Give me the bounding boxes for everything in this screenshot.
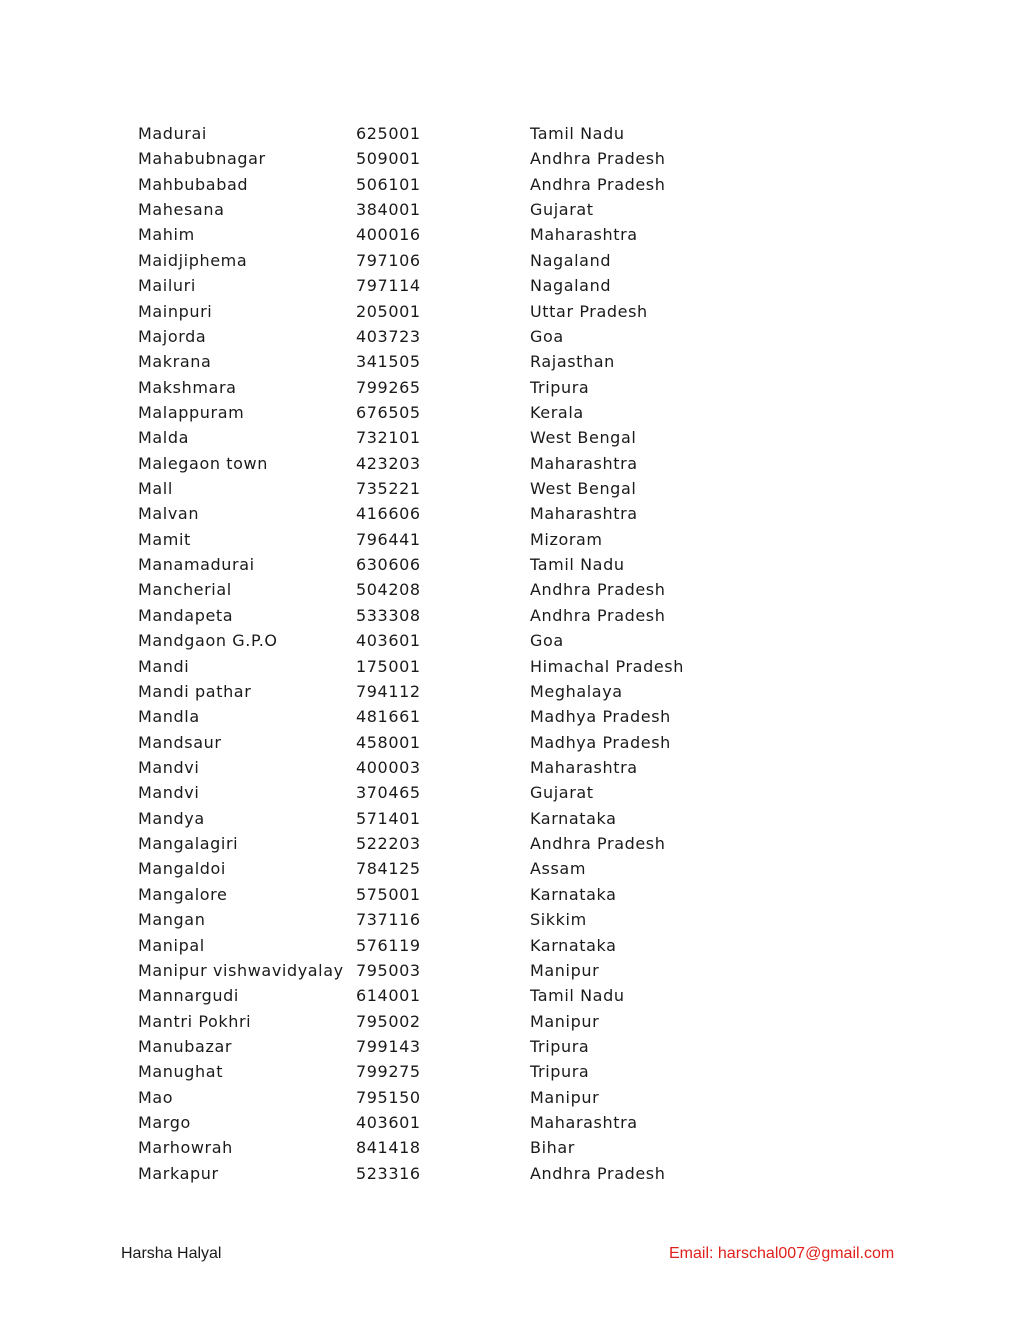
table-row (138, 324, 838, 349)
city-cell: Malda (138, 428, 190, 448)
city-cell: Mandapeta (138, 605, 234, 625)
city-cell: Mangalagiri (138, 834, 239, 854)
city-cell: Mailuri (138, 276, 196, 296)
city-cell: Mandgaon G.P.O (138, 631, 278, 651)
state-cell: Tripura (530, 1036, 590, 1056)
pincode-cell: 522203 (356, 834, 421, 854)
state-cell: Andhra Pradesh (530, 174, 666, 194)
pincode-cell: 799265 (356, 377, 421, 397)
pincode-cell: 630606 (356, 555, 421, 575)
state-cell: Karnataka (530, 808, 617, 828)
footer-email: Email: harschal007@gmail.com (669, 1245, 895, 1262)
table-row (138, 780, 838, 805)
city-cell: Mangaldoi (138, 859, 226, 879)
pincode-cell: 481661 (356, 707, 421, 727)
pincode-cell: 403601 (356, 1113, 421, 1133)
table-row (138, 1135, 838, 1160)
table-row (138, 577, 838, 602)
city-cell: Manamadurai (138, 555, 255, 575)
city-cell: Mangalore (138, 884, 228, 904)
state-cell: Uttar Pradesh (530, 301, 648, 321)
state-cell: Andhra Pradesh (530, 834, 666, 854)
state-cell: West Bengal (530, 428, 637, 448)
city-cell: Mangan (138, 910, 206, 930)
state-cell: Karnataka (530, 935, 617, 955)
state-cell: Tripura (530, 1062, 590, 1082)
pincode-cell: 614001 (356, 986, 421, 1006)
state-cell: Himachal Pradesh (530, 656, 684, 676)
state-cell: Manipur (530, 1011, 600, 1031)
pincode-cell: 400016 (356, 225, 421, 245)
table-row (138, 1110, 838, 1135)
state-cell: Assam (530, 859, 587, 879)
city-cell: Makshmara (138, 377, 237, 397)
state-cell: Maharashtra (530, 504, 638, 524)
table-row (138, 527, 838, 552)
table-row (138, 1059, 838, 1084)
state-cell: Manipur (530, 1087, 600, 1107)
state-cell: Maharashtra (530, 225, 638, 245)
pincode-cell: 796441 (356, 529, 421, 549)
state-cell: Madhya Pradesh (530, 732, 671, 752)
city-cell: Maidjiphema (138, 250, 248, 270)
table-row (138, 552, 838, 577)
table-row (138, 831, 838, 856)
city-cell: Madurai (138, 124, 207, 143)
pincode-cell: 795003 (356, 960, 421, 980)
table-row (138, 755, 838, 780)
pincode-cell: 795150 (356, 1087, 421, 1107)
city-cell: Manughat (138, 1062, 224, 1082)
pincode-cell: 400003 (356, 757, 421, 777)
state-cell: Nagaland (530, 276, 612, 296)
pincode-cell: 676505 (356, 402, 421, 422)
table-row (138, 907, 838, 932)
pincode-cell: 576119 (356, 935, 421, 955)
state-cell: Bihar (530, 1138, 575, 1158)
pincode-cell: 735221 (356, 479, 421, 499)
state-cell: Tamil Nadu (530, 986, 625, 1006)
state-cell: West Bengal (530, 479, 637, 499)
table-row (138, 933, 838, 958)
state-cell: Goa (530, 631, 564, 651)
table-row (138, 1034, 838, 1059)
state-cell: Maharashtra (530, 757, 638, 777)
city-cell: Malvan (138, 504, 200, 524)
table-row (138, 476, 838, 501)
table-row (138, 146, 838, 171)
city-cell: Manipur vishwavidyalay (138, 960, 344, 980)
table-row (138, 375, 838, 400)
state-cell: Andhra Pradesh (530, 605, 666, 625)
city-cell: Mandi (138, 656, 190, 676)
table-row (138, 704, 838, 729)
table-row (138, 121, 838, 146)
state-cell: Kerala (530, 402, 584, 422)
table-row (138, 222, 838, 247)
pincode-cell: 416606 (356, 504, 421, 524)
table-row (138, 273, 838, 298)
pincode-cell: 175001 (356, 656, 421, 676)
table-row (138, 1085, 838, 1110)
table-row (138, 983, 838, 1008)
pincode-cell: 370465 (356, 783, 421, 803)
table-row (138, 958, 838, 983)
pincode-cell: 799275 (356, 1062, 421, 1082)
state-cell: Gujarat (530, 783, 594, 803)
state-cell: Karnataka (530, 884, 617, 904)
table-row (138, 501, 838, 526)
state-cell: Nagaland (530, 250, 612, 270)
pincode-cell: 423203 (356, 453, 421, 473)
table-row (138, 882, 838, 907)
city-cell: Mahbubabad (138, 174, 249, 194)
city-cell: Marhowrah (138, 1138, 233, 1158)
pincode-cell: 737116 (356, 910, 421, 930)
state-cell: Rajasthan (530, 352, 615, 372)
city-cell: Manipal (138, 935, 205, 955)
city-cell: Mahesana (138, 200, 225, 220)
city-cell: Mantri Pokhri (138, 1011, 252, 1031)
state-cell: Andhra Pradesh (530, 580, 666, 600)
table-row (138, 451, 838, 476)
pincode-cell: 795002 (356, 1011, 421, 1031)
pincode-cell: 506101 (356, 174, 421, 194)
state-cell: Goa (530, 326, 564, 346)
pincode-table (138, 121, 838, 1186)
pincode-cell: 384001 (356, 200, 421, 220)
city-cell: Mandi pathar (138, 681, 252, 701)
state-cell: Tripura (530, 377, 590, 397)
table-row (138, 806, 838, 831)
city-cell: Mahim (138, 225, 195, 245)
city-cell: Mandla (138, 707, 200, 727)
pincode-cell: 504208 (356, 580, 421, 600)
city-cell: Majorda (138, 326, 207, 346)
city-cell: Margo (138, 1113, 191, 1133)
state-cell: Meghalaya (530, 681, 623, 701)
city-cell: Malappuram (138, 402, 245, 422)
city-cell: Manubazar (138, 1036, 233, 1056)
footer-author: Harsha Halyal (121, 1245, 222, 1262)
state-cell: Sikkim (530, 910, 587, 930)
table-row (138, 654, 838, 679)
city-cell: Mandsaur (138, 732, 222, 752)
table-row (138, 1009, 838, 1034)
state-cell: Maharashtra (530, 453, 638, 473)
state-cell: Tamil Nadu (530, 124, 625, 143)
pincode-cell: 341505 (356, 352, 421, 372)
table-row (138, 603, 838, 628)
pincode-cell: 797114 (356, 276, 421, 296)
city-cell: Mannargudi (138, 986, 239, 1006)
state-cell: Andhra Pradesh (530, 1163, 666, 1183)
pincode-cell: 625001 (356, 124, 421, 143)
table-row (138, 197, 838, 222)
pincode-cell: 799143 (356, 1036, 421, 1056)
state-cell: Andhra Pradesh (530, 149, 666, 169)
city-cell: Mandvi (138, 783, 200, 803)
table-row (138, 1161, 838, 1186)
city-cell: Mao (138, 1087, 174, 1107)
state-cell: Mizoram (530, 529, 603, 549)
table-row (138, 730, 838, 755)
state-cell: Manipur (530, 960, 600, 980)
table-row (138, 248, 838, 273)
pincode-cell: 533308 (356, 605, 421, 625)
city-cell: Mainpuri (138, 301, 213, 321)
city-cell: Mandya (138, 808, 205, 828)
state-cell: Gujarat (530, 200, 594, 220)
table-row (138, 299, 838, 324)
pincode-cell: 509001 (356, 149, 421, 169)
state-cell: Tamil Nadu (530, 555, 625, 575)
table-row (138, 425, 838, 450)
pincode-cell: 575001 (356, 884, 421, 904)
table-row (138, 856, 838, 881)
pincode-cell: 403601 (356, 631, 421, 651)
table-row (138, 400, 838, 425)
pincode-cell: 732101 (356, 428, 421, 448)
city-cell: Mall (138, 479, 173, 499)
pincode-cell: 797106 (356, 250, 421, 270)
state-cell: Madhya Pradesh (530, 707, 671, 727)
pincode-cell: 523316 (356, 1163, 421, 1183)
pincode-cell: 403723 (356, 326, 421, 346)
city-cell: Makrana (138, 352, 212, 372)
city-cell: Mahabubnagar (138, 149, 266, 169)
table-row (138, 349, 838, 374)
pincode-cell: 841418 (356, 1138, 421, 1158)
city-cell: Mamit (138, 529, 191, 549)
pincode-cell: 458001 (356, 732, 421, 752)
table-row (138, 628, 838, 653)
pincode-cell: 784125 (356, 859, 421, 879)
city-cell: Mancherial (138, 580, 232, 600)
pincode-cell: 571401 (356, 808, 421, 828)
city-cell: Malegaon town (138, 453, 268, 473)
city-cell: Mandvi (138, 757, 200, 777)
city-cell: Markapur (138, 1163, 219, 1183)
pincode-cell: 794112 (356, 681, 421, 701)
table-row (138, 679, 838, 704)
pincode-cell: 205001 (356, 301, 421, 321)
table-row (138, 172, 838, 197)
state-cell: Maharashtra (530, 1113, 638, 1133)
